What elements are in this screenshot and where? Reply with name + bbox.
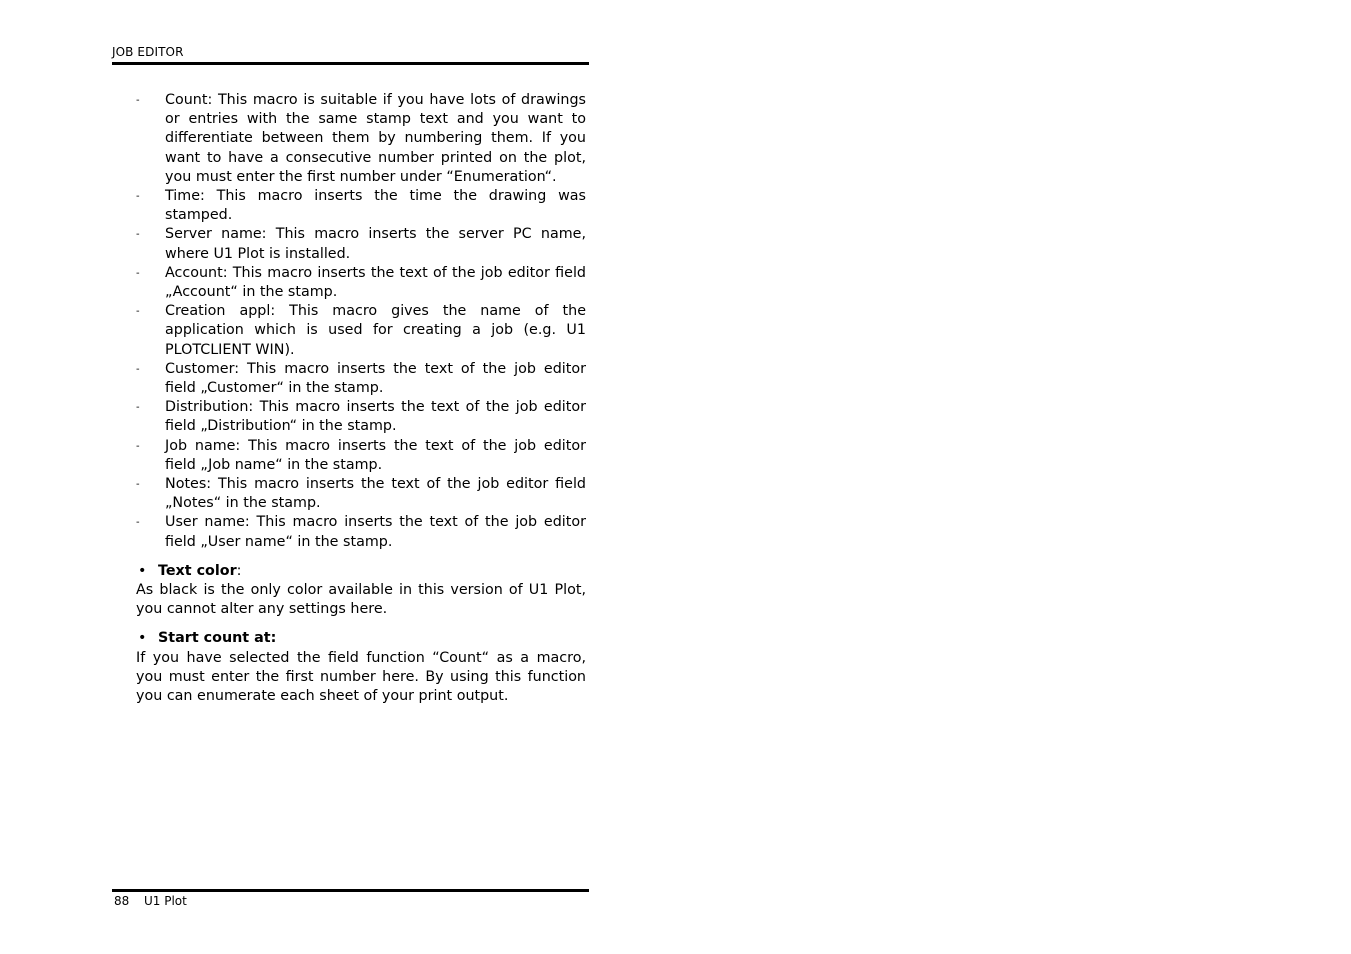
list-item-text: Time: This macro inserts the time the drawing was stamped. bbox=[165, 188, 586, 224]
list-item bbox=[136, 398, 586, 436]
list-item bbox=[136, 437, 586, 475]
page-body bbox=[136, 91, 586, 706]
list-item-text: Count: This macro is suitable if you have lots of drawings or entries with the same stamp text and you want to differentiate between them by numbering them. If you want to have a consecutive number printed on the plot, you must enter the first number under “Enumeration“. bbox=[165, 92, 586, 185]
dash-marker: - bbox=[136, 95, 140, 106]
list-item bbox=[136, 187, 586, 225]
list-item bbox=[136, 302, 586, 360]
list-item bbox=[136, 264, 586, 302]
dash-marker: - bbox=[136, 363, 140, 375]
list-item-text: User name: This macro inserts the text of the job editor field „User name“ in the stamp. bbox=[165, 514, 586, 550]
dash-marker: - bbox=[136, 191, 140, 203]
start-count-body: If you have selected the field function “Count“ as a macro, you must enter the first number here. By using this function you can enumerate each sheet of your print output. bbox=[136, 649, 586, 705]
text-color-heading-colon: : bbox=[236, 562, 242, 579]
list-item bbox=[136, 225, 586, 263]
product-name: U1 Plot bbox=[144, 894, 187, 908]
text-color-heading-label: Text color bbox=[158, 562, 237, 579]
list-item-text: Distribution: This macro inserts the text of the job editor field „Distribution“ in the stamp. bbox=[165, 399, 586, 435]
header-rule bbox=[112, 62, 589, 65]
list-item-text: Server name: This macro inserts the server PC name, where U1 Plot is installed. bbox=[165, 226, 586, 262]
list-item bbox=[136, 513, 586, 551]
text-color-body: As black is the only color available in this version of U1 Plot, you cannot alter any settings here. bbox=[136, 582, 586, 618]
start-count-heading-label: Start count at: bbox=[158, 630, 277, 647]
list-item bbox=[136, 91, 586, 187]
text-color-heading bbox=[136, 562, 586, 581]
list-item bbox=[136, 360, 586, 398]
page-footer bbox=[114, 894, 187, 908]
dash-marker: - bbox=[136, 402, 140, 414]
running-header: JOB EDITOR bbox=[112, 45, 184, 59]
footer-rule bbox=[112, 889, 589, 892]
list-item bbox=[136, 475, 586, 513]
bullet-icon: • bbox=[138, 562, 147, 579]
dash-marker: - bbox=[136, 267, 140, 279]
list-item-text: Notes: This macro inserts the text of the job editor field „Notes“ in the stamp. bbox=[165, 476, 586, 512]
dash-marker: - bbox=[136, 479, 140, 491]
dash-marker: - bbox=[136, 229, 140, 241]
page-number: 88 bbox=[114, 894, 130, 908]
text-color-section bbox=[136, 562, 586, 620]
dash-marker: - bbox=[136, 306, 140, 318]
list-item-text: Account: This macro inserts the text of the job editor field „Account“ in the stamp. bbox=[165, 264, 586, 301]
start-count-heading bbox=[136, 629, 586, 648]
list-item-text: Customer: This macro inserts the text of the job editor field „Customer“ in the stamp. bbox=[165, 360, 586, 397]
bullet-icon: • bbox=[138, 630, 147, 647]
dash-marker: - bbox=[136, 440, 140, 452]
list-item-text: Job name: This macro inserts the text of the job editor field „Job name“ in the stamp. bbox=[165, 437, 586, 473]
start-count-section bbox=[136, 629, 586, 706]
list-item-text: Creation appl: This macro gives the name of the application which is used for creating a job (e.g. U1 PLOTCLIENT WIN). bbox=[165, 303, 586, 358]
macro-list bbox=[136, 91, 586, 552]
dash-marker: - bbox=[136, 517, 140, 529]
